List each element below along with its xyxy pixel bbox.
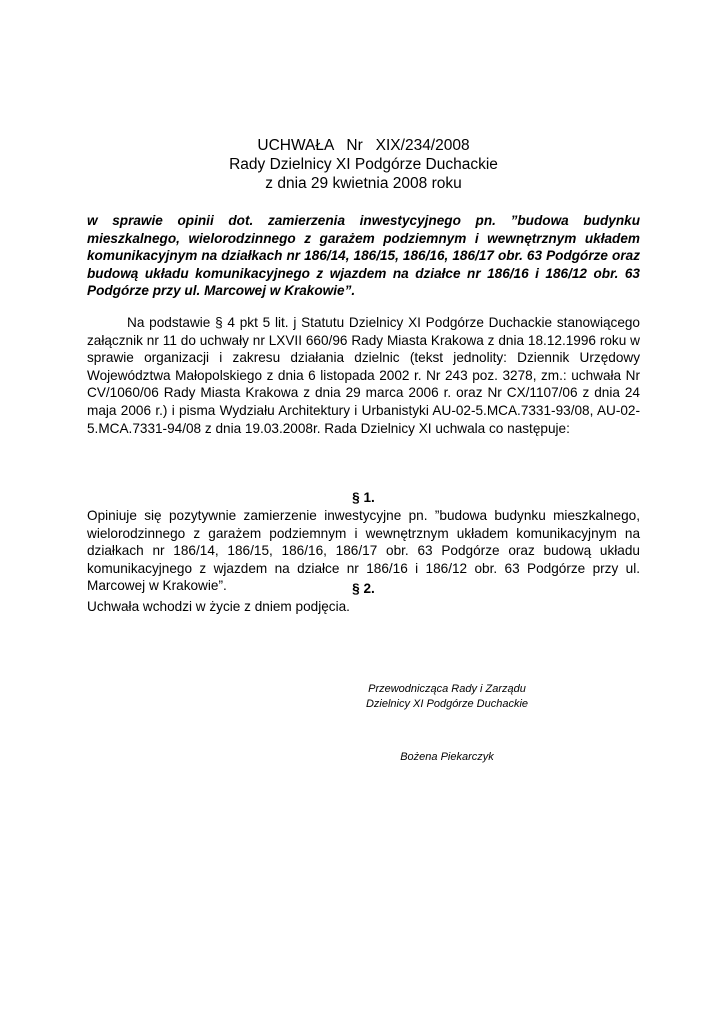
legal-basis-paragraph: Na podstawie § 4 pkt 5 lit. j Statutu Dzielnicy XI Podgórze Duchackie stanowiącego załącznik nr 11 do uchwały nr LXVII 660/96 Rady Miasta Krakowa z dnia 18.12.1996 roku w sprawie organizacji i zakresu działania dzielnic (tekst jednolity: Dziennik Urzędowy Województwa Małopolskiego z dnia 6 listopada 2002 r. Nr 243 poz. 3278, zm.: uchwała Nr CV/1060/06 Rady Miasta Krakowa z dnia 29 marca 2006 r. oraz Nr CX/1107/06 z dnia 24 maja 2006 r.) i pisma Wydziału Architektury i Urbanistyki AU-02-5.MCA.7331-93/08, AU-02-5.MCA.7331-94/08 z dnia 19.03.2008r. Rada Dzielnicy XI uchwala co następuje:: [87, 315, 640, 436]
signatory-name: Bożena Piekarczyk: [400, 751, 494, 763]
section-1-text: Opiniuje się pozytywnie zamierzenie inwestycyjne pn. ”budowa budynku mieszkalnego, wielorodzinnego z garażem podziemnym i wewnętrznym układem komunikacyjnym na działkach nr 186/14, 186/15, 186/16, 186/17 obr. 63 Podgórze oraz budową układu komunikacyjnego z wjazdem na działce nr 186/16 i 186/12 obr. 63 Podgórze przy ul. Marcowej w Krakowie”.: [87, 508, 640, 594]
section-2-heading: § 2.: [352, 581, 375, 596]
section-1-heading: § 1.: [352, 490, 375, 505]
section-2-text: Uchwała wchodzi w życie z dniem podjęcia.: [87, 599, 350, 614]
issuing-body: Rady Dzielnicy XI Podgórze Duchackie: [229, 156, 498, 173]
resolution-number: UCHWAŁA Nr XIX/234/2008: [257, 137, 470, 154]
resolution-header: [87, 136, 640, 193]
resolution-date: z dnia 29 kwietnia 2008 roku: [265, 175, 462, 192]
signatory-title-line-1: Przewodnicząca Rady i Zarządu: [368, 683, 526, 695]
resolution-subject: w sprawie opinii dot. zamierzenia inwestycyjnego pn. ”budowa budynku mieszkalnego, wielorodzinnego z garażem podziemnym i wewnętrznym układem komunikacyjnym na działkach nr 186/14, 186/15, 186/16, 186/17 obr. 63 Podgórze oraz budową układu komunikacyjnego z wjazdem na działce nr 186/16 i 186/12 obr. 63 Podgórze przy ul. Marcowej w Krakowie”.: [87, 213, 640, 299]
signatory-title-line-2: Dzielnicy XI Podgórze Duchackie: [365, 698, 529, 710]
document-page: [87, 0, 640, 1024]
signatory-title: [337, 682, 557, 712]
